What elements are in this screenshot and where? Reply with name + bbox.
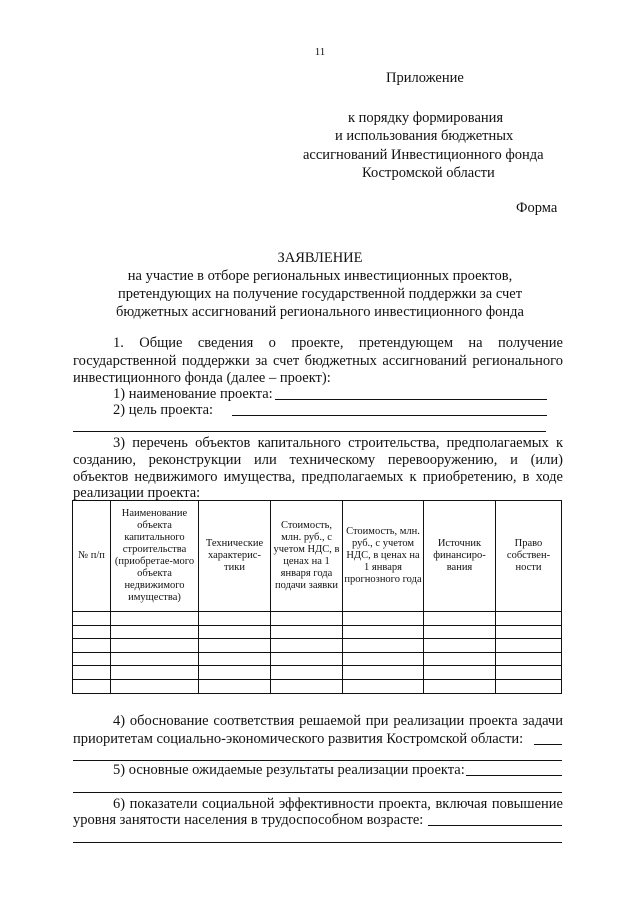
- section3-line-3: объектов недвижимого имущества, предполагаемых к приобретению, в ходе: [73, 469, 563, 485]
- table-cell[interactable]: [424, 625, 496, 639]
- table-cell[interactable]: [343, 679, 424, 693]
- table-cell[interactable]: [343, 625, 424, 639]
- table-cell[interactable]: [424, 679, 496, 693]
- table-cell[interactable]: [343, 652, 424, 666]
- section4-line-2: приоритетам социально-экономического развития Костромской области:: [73, 731, 524, 747]
- justification-field[interactable]: [534, 744, 562, 745]
- table-cell[interactable]: [111, 612, 199, 626]
- col-header-technical-specs: Технические характерис-тики: [199, 501, 271, 612]
- table-cell[interactable]: [271, 652, 343, 666]
- section1-line-3: инвестиционного фонда (далее – проект):: [73, 370, 331, 386]
- col-header-funding-source: Источник финансиро-вания: [424, 501, 496, 612]
- table-row: [73, 652, 562, 666]
- project-goal-field-continuation[interactable]: [73, 431, 546, 432]
- table-cell[interactable]: [199, 652, 271, 666]
- section1-line-2: государственной поддержки за счет бюджетных ассигнований регионального: [73, 353, 563, 369]
- justification-field-continuation[interactable]: [73, 760, 562, 761]
- table-cell[interactable]: [271, 639, 343, 653]
- table-cell[interactable]: [343, 639, 424, 653]
- table-cell[interactable]: [111, 652, 199, 666]
- table-cell[interactable]: [199, 625, 271, 639]
- table-cell[interactable]: [496, 666, 562, 680]
- table-cell[interactable]: [343, 666, 424, 680]
- project-goal-label: 2) цель проекта:: [113, 402, 214, 418]
- subtitle-line-1: на участие в отборе региональных инвестиционных проектов,: [127, 268, 513, 284]
- table-cell[interactable]: [73, 679, 111, 693]
- table-row: [73, 666, 562, 680]
- table-cell[interactable]: [73, 652, 111, 666]
- table-cell[interactable]: [199, 679, 271, 693]
- table-cell[interactable]: [111, 639, 199, 653]
- social-efficiency-field[interactable]: [428, 825, 562, 826]
- section6-line-2: уровня занятости населения в трудоспособном возрасте:: [73, 812, 424, 828]
- table-cell[interactable]: [111, 625, 199, 639]
- appendix-line-3: ассигнований Инвестиционного фонда: [303, 147, 544, 163]
- table-cell[interactable]: [111, 666, 199, 680]
- table-cell[interactable]: [271, 666, 343, 680]
- table-row: [73, 639, 562, 653]
- table-cell[interactable]: [424, 666, 496, 680]
- document-heading: ЗАЯВЛЕНИЕ: [277, 250, 363, 266]
- subtitle-line-3: бюджетных ассигнований регионального инвестиционного фонда: [116, 304, 524, 320]
- table-cell[interactable]: [111, 679, 199, 693]
- social-efficiency-field-continuation[interactable]: [73, 842, 562, 843]
- appendix-line-1: к порядку формирования: [348, 110, 504, 126]
- table-cell[interactable]: [73, 612, 111, 626]
- table-cell[interactable]: [496, 652, 562, 666]
- table-row: [73, 612, 562, 626]
- table-cell[interactable]: [73, 666, 111, 680]
- appendix-line-4: Костромской области: [362, 165, 495, 181]
- expected-results-field[interactable]: [466, 775, 562, 776]
- col-header-cost-forecast-year: Стоимость, млн. руб., с учетом НДС, в ценах на 1 января прогнозного года: [343, 501, 424, 612]
- table-cell[interactable]: [271, 612, 343, 626]
- table-cell[interactable]: [271, 679, 343, 693]
- project-goal-field[interactable]: [232, 415, 547, 416]
- col-header-cost-application-year: Стоимость, млн. руб., с учетом НДС, в ценах на 1 января года подачи заявки: [271, 501, 343, 612]
- table-cell[interactable]: [496, 639, 562, 653]
- table-row: [73, 679, 562, 693]
- table-cell[interactable]: [199, 666, 271, 680]
- table-cell[interactable]: [271, 625, 343, 639]
- project-name-field[interactable]: [275, 399, 547, 400]
- table-cell[interactable]: [496, 612, 562, 626]
- table-row: [73, 625, 562, 639]
- col-header-object-name: Наименование объекта капитального строительства (приобретае-мого объекта недвижимого имущества): [111, 501, 199, 612]
- section3-line-1: 3) перечень объектов капитального строительства, предполагаемых к: [113, 435, 563, 451]
- section3-line-2: созданию, реконструкции или техническому перевооружению, и (или): [73, 452, 563, 468]
- table-cell[interactable]: [199, 612, 271, 626]
- form-label: Форма: [516, 200, 558, 216]
- appendix-label: Приложение: [386, 70, 464, 86]
- table-cell[interactable]: [424, 652, 496, 666]
- table-body: [73, 612, 562, 694]
- table-cell[interactable]: [343, 612, 424, 626]
- col-header-number: № п/п: [73, 501, 111, 612]
- project-name-label: 1) наименование проекта:: [113, 386, 273, 402]
- section5-line-1: 5) основные ожидаемые результаты реализации проекта:: [113, 762, 465, 778]
- table-cell[interactable]: [424, 639, 496, 653]
- expected-results-field-continuation[interactable]: [73, 792, 562, 793]
- table-cell[interactable]: [496, 679, 562, 693]
- objects-table: [72, 500, 562, 694]
- page-number: 11: [314, 46, 326, 58]
- section6-line-1: 6) показатели социальной эффективности проекта, включая повышение: [113, 796, 563, 812]
- section4-line-1: 4) обоснование соответствия решаемой при реализации проекта задачи: [113, 713, 563, 729]
- table-cell[interactable]: [424, 612, 496, 626]
- table-cell[interactable]: [199, 639, 271, 653]
- section3-line-4: реализации проекта:: [73, 485, 201, 501]
- col-header-ownership: Право собствен-ности: [496, 501, 562, 612]
- section1-line-1: 1. Общие сведения о проекте, претендующем на получение: [113, 335, 563, 351]
- table-header-row: [73, 501, 562, 612]
- table-cell[interactable]: [496, 625, 562, 639]
- table-cell[interactable]: [73, 625, 111, 639]
- table-cell[interactable]: [73, 639, 111, 653]
- subtitle-line-2: претендующих на получение государственной поддержки за счет: [117, 286, 523, 302]
- appendix-line-2: и использования бюджетных: [335, 128, 514, 144]
